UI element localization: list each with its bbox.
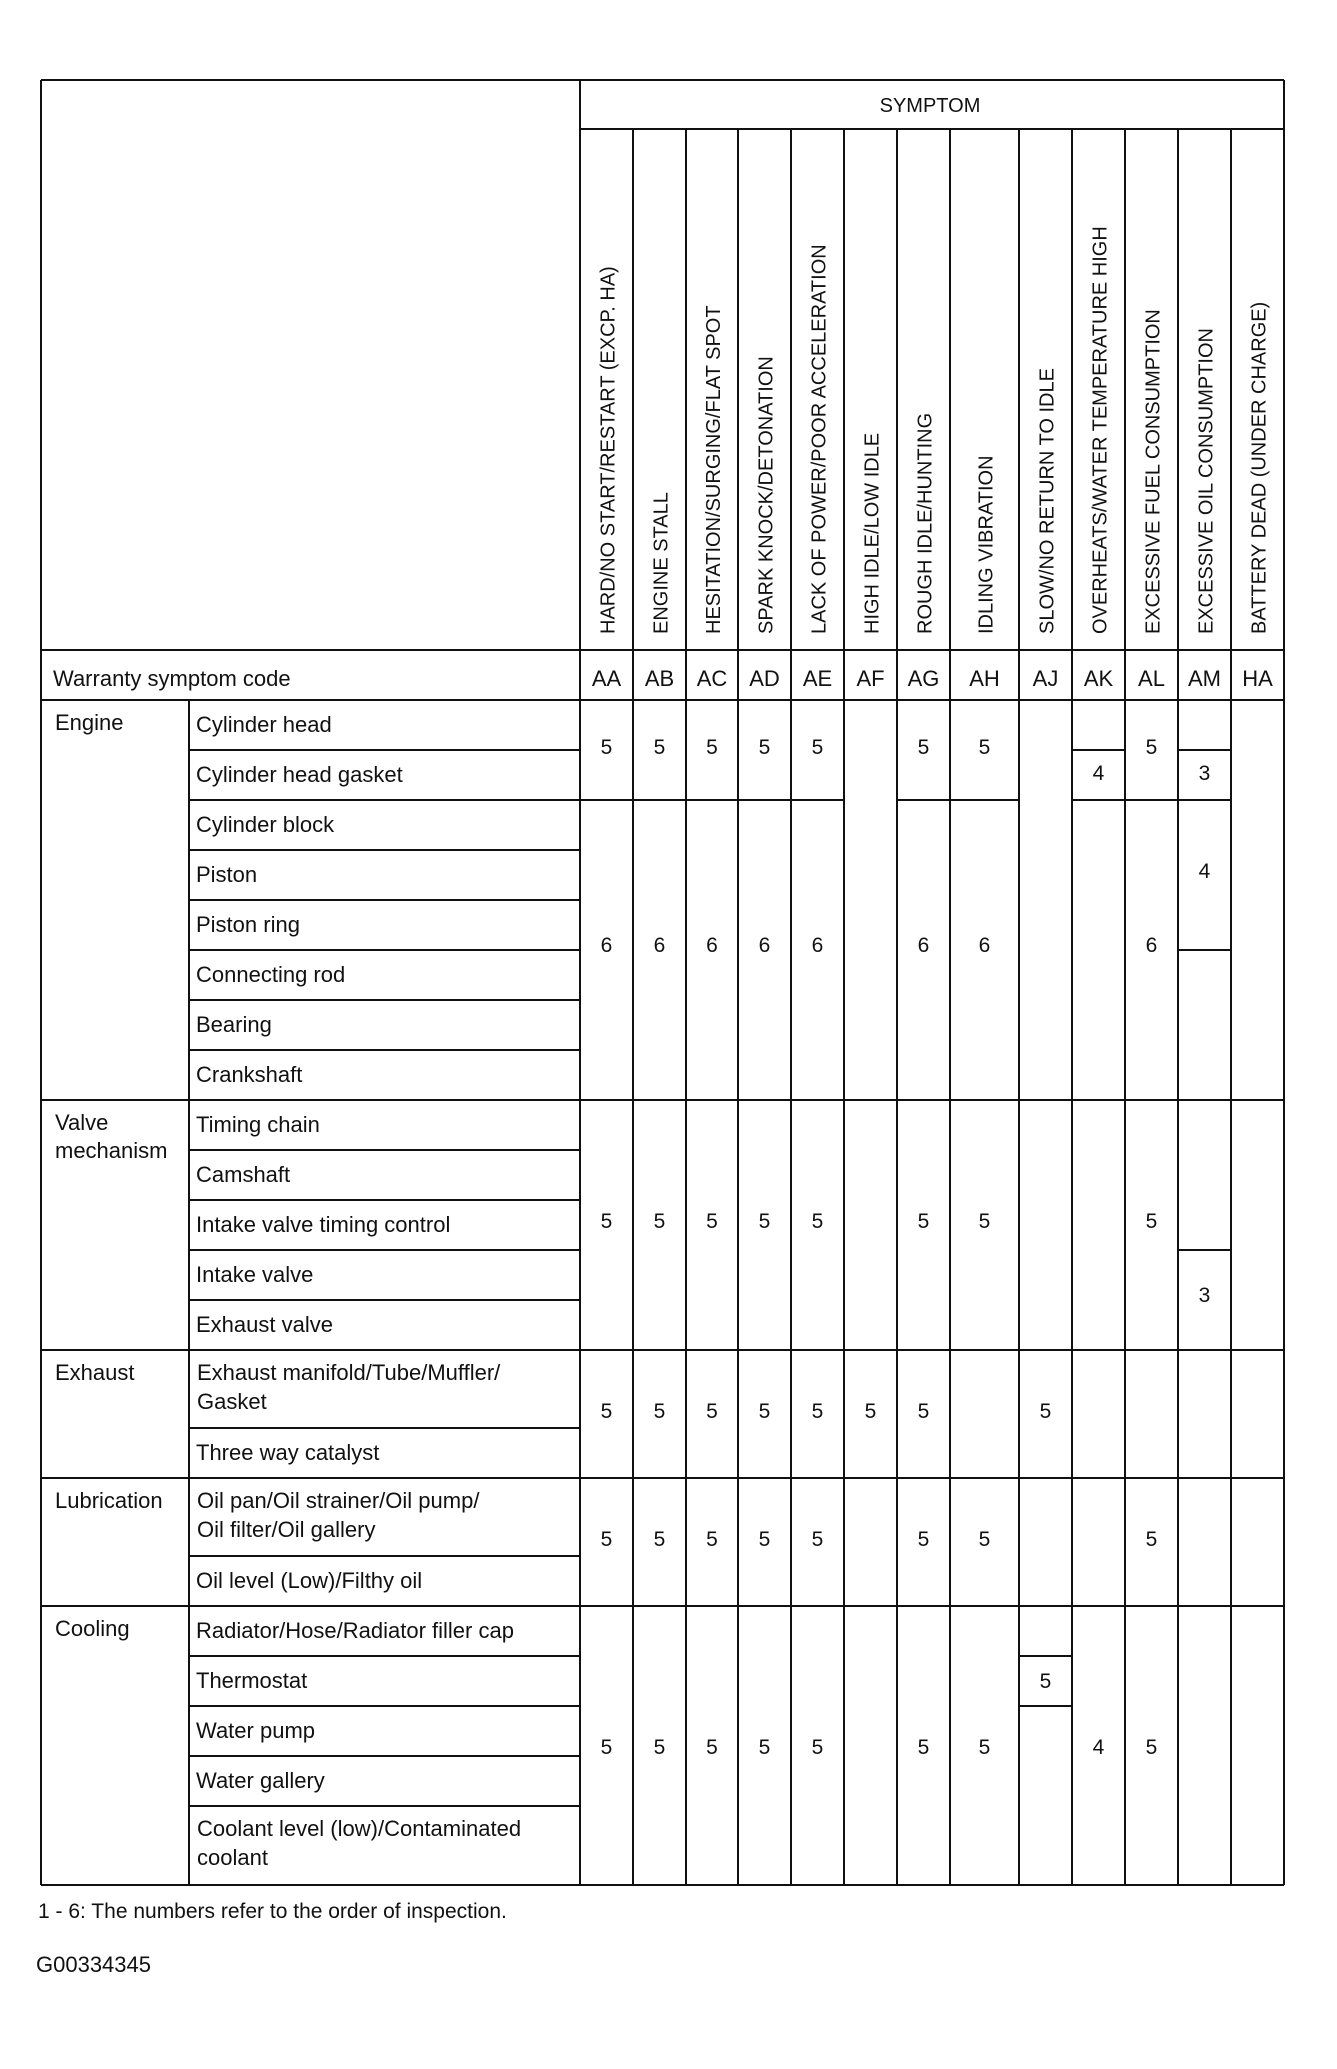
component-timing-chain: Timing chain — [196, 1112, 320, 1137]
rating-aj-thermostat: 5 — [1039, 1670, 1052, 1693]
rating-ac-oil-pan-oil-level: 5 — [706, 1528, 718, 1551]
component-exhaust-manifold-tube-muffler-gasket-line2: Gasket — [197, 1389, 267, 1414]
rating-aa-cylinder-block-crankshaft: 6 — [600, 934, 613, 957]
symptom-name-ha: BATTERY DEAD (UNDER CHARGE) — [1248, 301, 1271, 634]
rating-ac-cylinder-head-cylinder-head-gasket: 5 — [706, 736, 718, 759]
rating-al-cylinder-head-cylinder-head-gasket: 5 — [1145, 736, 1158, 759]
symptom-name-ag: ROUGH IDLE/HUNTING — [914, 412, 937, 634]
rating-am-intake-valve-exhaust-valve: 3 — [1198, 1284, 1211, 1307]
rating-ah-cylinder-block-crankshaft: 6 — [978, 934, 991, 957]
rating-af-exhaust-manifold-three-way-catalyst: 5 — [864, 1400, 877, 1423]
symptom-code-ab: AB — [644, 666, 675, 691]
component-water-pump: Water pump — [196, 1718, 316, 1743]
component-crankshaft: Crankshaft — [196, 1062, 303, 1087]
symptom-code-aa: AA — [591, 666, 622, 691]
symptom-code-aj: AJ — [1032, 666, 1059, 691]
group-exhaust: Exhaust — [55, 1360, 135, 1385]
symptom-code-ah: AH — [969, 666, 1000, 691]
group-valve-mechanism: mechanism — [55, 1138, 168, 1163]
rating-ah-cylinder-head-cylinder-head-gasket: 5 — [978, 736, 991, 759]
rating-ac-radiator-coolant-level: 5 — [706, 1736, 718, 1759]
symptom-code-ac: AC — [696, 666, 728, 691]
component-water-gallery: Water gallery — [196, 1768, 325, 1793]
rating-ak-cylinder-head-gasket: 4 — [1092, 762, 1105, 785]
component-rows — [196, 712, 521, 1870]
warranty-code-label: Warranty symptom code — [53, 666, 291, 691]
group-engine: Engine — [55, 710, 124, 735]
rating-ae-timing-chain-exhaust-valve: 5 — [811, 1210, 824, 1233]
rating-ag-oil-pan-oil-level: 5 — [917, 1528, 930, 1551]
component-oil-pan-oil-strainer-oil-pump-oil-filter: Oil pan/Oil strainer/Oil pump/ — [197, 1488, 480, 1513]
rating-ag-timing-chain-exhaust-valve: 5 — [917, 1210, 930, 1233]
rating-al-oil-pan-oil-level: 5 — [1145, 1528, 1158, 1551]
rating-ab-oil-pan-oil-level: 5 — [653, 1528, 666, 1551]
rating-am-cylinder-head-gasket: 3 — [1198, 762, 1211, 785]
component-oil-pan-oil-strainer-oil-pump-oil-filter-line2: Oil filter/Oil gallery — [197, 1517, 376, 1542]
component-exhaust-manifold-tube-muffler-gasket: Exhaust manifold/Tube/Muffler/ — [197, 1360, 501, 1385]
rating-al-timing-chain-exhaust-valve: 5 — [1145, 1210, 1158, 1233]
rating-ad-radiator-coolant-level: 5 — [758, 1736, 771, 1759]
symptom-code-ha: HA — [1242, 666, 1273, 691]
symptom-code-ae: AE — [802, 666, 833, 691]
rating-aa-radiator-coolant-level: 5 — [600, 1736, 613, 1759]
symptom-header — [880, 95, 981, 117]
symptom-code-ag: AG — [907, 666, 940, 691]
rating-aa-oil-pan-oil-level: 5 — [600, 1528, 613, 1551]
rating-ad-timing-chain-exhaust-valve: 5 — [758, 1210, 771, 1233]
symptom-name-ab: ENGINE STALL — [650, 492, 673, 634]
rating-ad-exhaust-manifold-three-way-catalyst: 5 — [758, 1400, 771, 1423]
component-thermostat: Thermostat — [196, 1668, 308, 1693]
rating-aj-exhaust-manifold-three-way-catalyst: 5 — [1039, 1400, 1052, 1423]
rating-ae-radiator-coolant-level: 5 — [811, 1736, 824, 1759]
symptom-name-ad: SPARK KNOCK/DETONATION — [755, 356, 778, 634]
component-piston-ring: Piston ring — [196, 912, 300, 937]
symptom-name-ah: IDLING VIBRATION — [975, 455, 998, 634]
symptom-name-aa: HARD/NO START/RESTART (EXCP. HA) — [597, 266, 620, 634]
symptom-code-ad: AD — [749, 666, 780, 691]
symptom-name-al: EXCESSIVE FUEL CONSUMPTION — [1142, 309, 1165, 634]
component-exhaust-valve: Exhaust valve — [196, 1312, 333, 1337]
rating-ab-exhaust-manifold-three-way-catalyst: 5 — [653, 1400, 666, 1423]
component-coolant-level-low-contaminated-coolant: Coolant level (low)/Contaminated — [197, 1816, 522, 1841]
rating-ak-radiator-coolant-level: 4 — [1092, 1736, 1105, 1759]
rating-ah-oil-pan-oil-level: 5 — [978, 1528, 991, 1551]
rating-ag-cylinder-block-crankshaft: 6 — [917, 934, 930, 957]
symptom-code-af: AF — [856, 666, 885, 691]
component-cylinder-block: Cylinder block — [196, 812, 335, 837]
rating-ae-cylinder-head-cylinder-head-gasket: 5 — [811, 736, 824, 759]
component-camshaft: Camshaft — [196, 1162, 291, 1187]
rating-aa-timing-chain-exhaust-valve: 5 — [600, 1210, 613, 1233]
symptom-code-al: AL — [1138, 666, 1165, 691]
group-cooling: Cooling — [55, 1616, 130, 1641]
system-groups — [55, 710, 167, 1641]
rating-ac-cylinder-block-crankshaft: 6 — [706, 934, 718, 957]
rating-ae-oil-pan-oil-level: 5 — [811, 1528, 824, 1551]
rating-ad-cylinder-block-crankshaft: 6 — [758, 934, 771, 957]
symptom-title: SYMPTOM — [879, 95, 981, 117]
symptom-name-ac: HESITATION/SURGING/FLAT SPOT — [703, 305, 725, 634]
footnote: 1 - 6: The numbers refer to the order of inspection. — [38, 1900, 507, 1923]
symptom-code-am: AM — [1188, 666, 1221, 691]
rating-ah-radiator-coolant-level: 5 — [978, 1736, 991, 1759]
rating-al-radiator-coolant-level: 5 — [1145, 1736, 1158, 1759]
rating-ah-timing-chain-exhaust-valve: 5 — [978, 1210, 991, 1233]
rating-ag-exhaust-manifold-three-way-catalyst: 5 — [917, 1400, 930, 1423]
rating-ab-cylinder-head-cylinder-head-gasket: 5 — [653, 736, 666, 759]
component-coolant-level-low-contaminated-coolant-line2: coolant — [197, 1845, 268, 1870]
component-intake-valve-timing-control: Intake valve timing control — [196, 1212, 451, 1237]
component-connecting-rod: Connecting rod — [196, 962, 346, 987]
component-three-way-catalyst: Three way catalyst — [196, 1440, 380, 1465]
rating-ag-radiator-coolant-level: 5 — [917, 1736, 930, 1759]
symptom-names — [598, 226, 1271, 634]
rating-am-cylinder-block-piston-ring: 4 — [1198, 860, 1211, 883]
component-radiator-hose-radiator-filler-cap: Radiator/Hose/Radiator filler cap — [196, 1618, 514, 1643]
component-cylinder-head-gasket: Cylinder head gasket — [196, 762, 403, 787]
symptom-name-am: EXCESSIVE OIL CONSUMPTION — [1195, 328, 1218, 634]
figure-id: G00334345 — [36, 1952, 151, 1977]
group-lubrication: Lubrication — [55, 1488, 163, 1513]
rating-ab-radiator-coolant-level: 5 — [653, 1736, 666, 1759]
symptom-codes — [592, 666, 1273, 691]
component-oil-level-low-filthy-oil: Oil level (Low)/Filthy oil — [196, 1568, 423, 1593]
rating-ac-timing-chain-exhaust-valve: 5 — [706, 1210, 718, 1233]
rating-al-cylinder-block-crankshaft: 6 — [1145, 934, 1158, 957]
group-valve-mechanism: Valve — [55, 1110, 109, 1135]
symptom-name-ak: OVERHEATS/WATER TEMPERATURE HIGH — [1089, 226, 1112, 634]
component-piston: Piston — [196, 862, 258, 887]
symptom-name-af: HIGH IDLE/LOW IDLE — [861, 432, 884, 634]
rating-aa-cylinder-head-cylinder-head-gasket: 5 — [600, 736, 613, 759]
rating-ad-oil-pan-oil-level: 5 — [758, 1528, 771, 1551]
symptom-code-ak: AK — [1083, 666, 1114, 691]
rating-ag-cylinder-head-cylinder-head-gasket: 5 — [917, 736, 930, 759]
rating-aa-exhaust-manifold-three-way-catalyst: 5 — [600, 1400, 613, 1423]
symptom-name-ae: LACK OF POWER/POOR ACCELERATION — [808, 244, 831, 634]
rating-ab-timing-chain-exhaust-valve: 5 — [653, 1210, 666, 1233]
component-cylinder-head: Cylinder head — [196, 712, 332, 737]
rating-ab-cylinder-block-crankshaft: 6 — [653, 934, 666, 957]
component-intake-valve: Intake valve — [196, 1262, 314, 1287]
rating-ae-cylinder-block-crankshaft: 6 — [811, 934, 824, 957]
component-bearing: Bearing — [196, 1012, 272, 1037]
rating-ae-exhaust-manifold-three-way-catalyst: 5 — [811, 1400, 824, 1423]
rating-ad-cylinder-head-cylinder-head-gasket: 5 — [758, 736, 771, 759]
rating-ac-exhaust-manifold-three-way-catalyst: 5 — [706, 1400, 718, 1423]
symptom-name-aj: SLOW/NO RETURN TO IDLE — [1036, 368, 1059, 634]
